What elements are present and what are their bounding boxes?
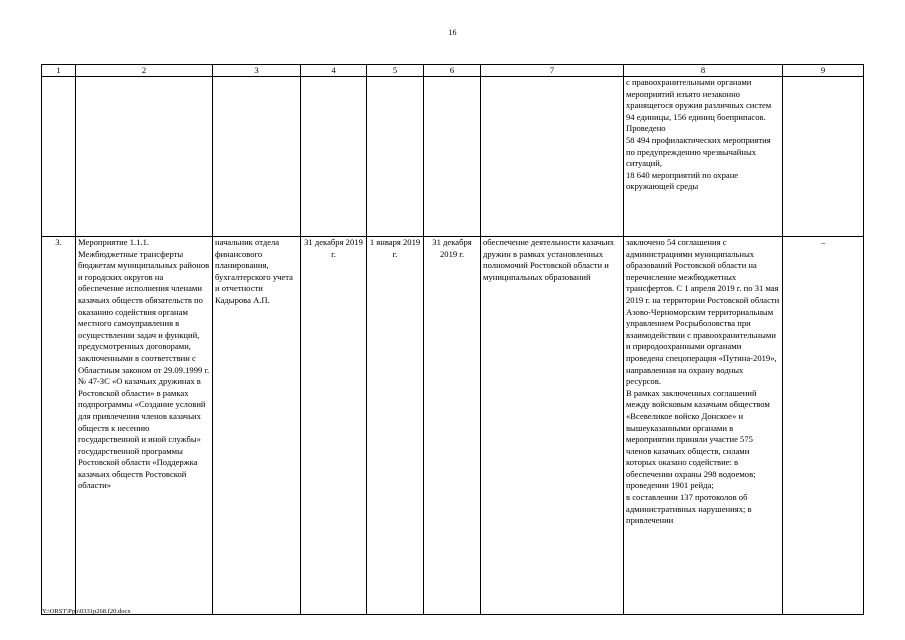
header-cell: 4 (301, 65, 367, 77)
table-cell (424, 77, 481, 237)
page-number: 16 (448, 28, 457, 37)
report-table (41, 64, 864, 615)
header-cell: 6 (424, 65, 481, 77)
header-row (42, 65, 864, 77)
actual-start-date-cell: 1 января 2019 г. (367, 237, 424, 615)
file-path-footer: Y:\ORST\Ppo\0331p268.f20.docx (42, 608, 131, 615)
header-cell: 3 (213, 65, 301, 77)
table-cell (213, 77, 301, 237)
table-cell (301, 77, 367, 237)
header-cell: 1 (42, 65, 76, 77)
table-cell (481, 77, 624, 237)
activity-cell: Мероприятие 1.1.1. Межбюджетные трансферты бюджетам муниципальных районов и городских округов на обеспечение исполнения членами казачьих обществ обязательств по оказанию содействия органам местного самоуправления в осуществлении задач и функций, предусмотренных договорами, заключенными в соответствии с Областным законом от 29.09.1999 г. № 47-ЗС «О казачьих дружинах в Ростовской области» в рамках подпрограммы «Создание условий для привлечения членов казачьих обществ к несению государственной и иной службы» государственной программы Ростовской области «Поддержка казачьих обществ Ростовской области» (76, 237, 213, 615)
table-cell (76, 77, 213, 237)
table-row-continued (42, 77, 864, 237)
planned-end-date-cell: 31 декабря 2019 г. (301, 237, 367, 615)
header-cell: 9 (783, 65, 864, 77)
result-cell: заключено 54 соглашения с администрациями муниципальных образований Ростовской области на перечисление межбюджетных трансфертов. С 1 апреля 2019 г. по 31 мая 2019 г. на территории Ростовской области Азово-Черноморским территориальным управлением Росрыболовства при взаимодействии с правоохранительными и природоохранными органами проведена спецоперация «Путина-2019», направленная на охрану водных ресурсов. В рамках заключенных соглашений между войсковым казачьим обществом «Всевеликое войско Донское» и вышеуказанными органами в мероприятии приняли участие 575 членов казачьих обществ, силами которых оказано содействие: в обеспечении охраны 298 водоемов; проведении 1901 рейда; в составлении 137 протоколов об административных нарушениях; в привлечении (624, 237, 783, 615)
note-cell: – (783, 237, 864, 615)
table-cell (367, 77, 424, 237)
responsible-cell: начальник отдела финансового планирования, бухгалтерского учета и отчетности Кадырова А.П. (213, 237, 301, 615)
header-cell: 5 (367, 65, 424, 77)
header-cell: 2 (76, 65, 213, 77)
result-cell: с правоохранительными органами мероприятий изъято незаконно хранящегося оружия различных систем 94 единицы, 156 единиц боеприпасов. Проведено 58 494 профилактических мероприятия по предупреждению чрезвычайных ситуаций, 18 640 мероприятий по охране окружающей среды (624, 77, 783, 237)
header-cell: 7 (481, 65, 624, 77)
table-cell (783, 77, 864, 237)
expected-result-cell: обеспечение деятельности казачьих дружин в рамках установленных полномочий Ростовской области и муниципальных образований (481, 237, 624, 615)
header-cell: 8 (624, 65, 783, 77)
table-cell (42, 77, 76, 237)
row-number-cell: 3. (42, 237, 76, 615)
actual-end-date-cell: 31 декабря 2019 г. (424, 237, 481, 615)
table-row-3 (42, 237, 864, 615)
